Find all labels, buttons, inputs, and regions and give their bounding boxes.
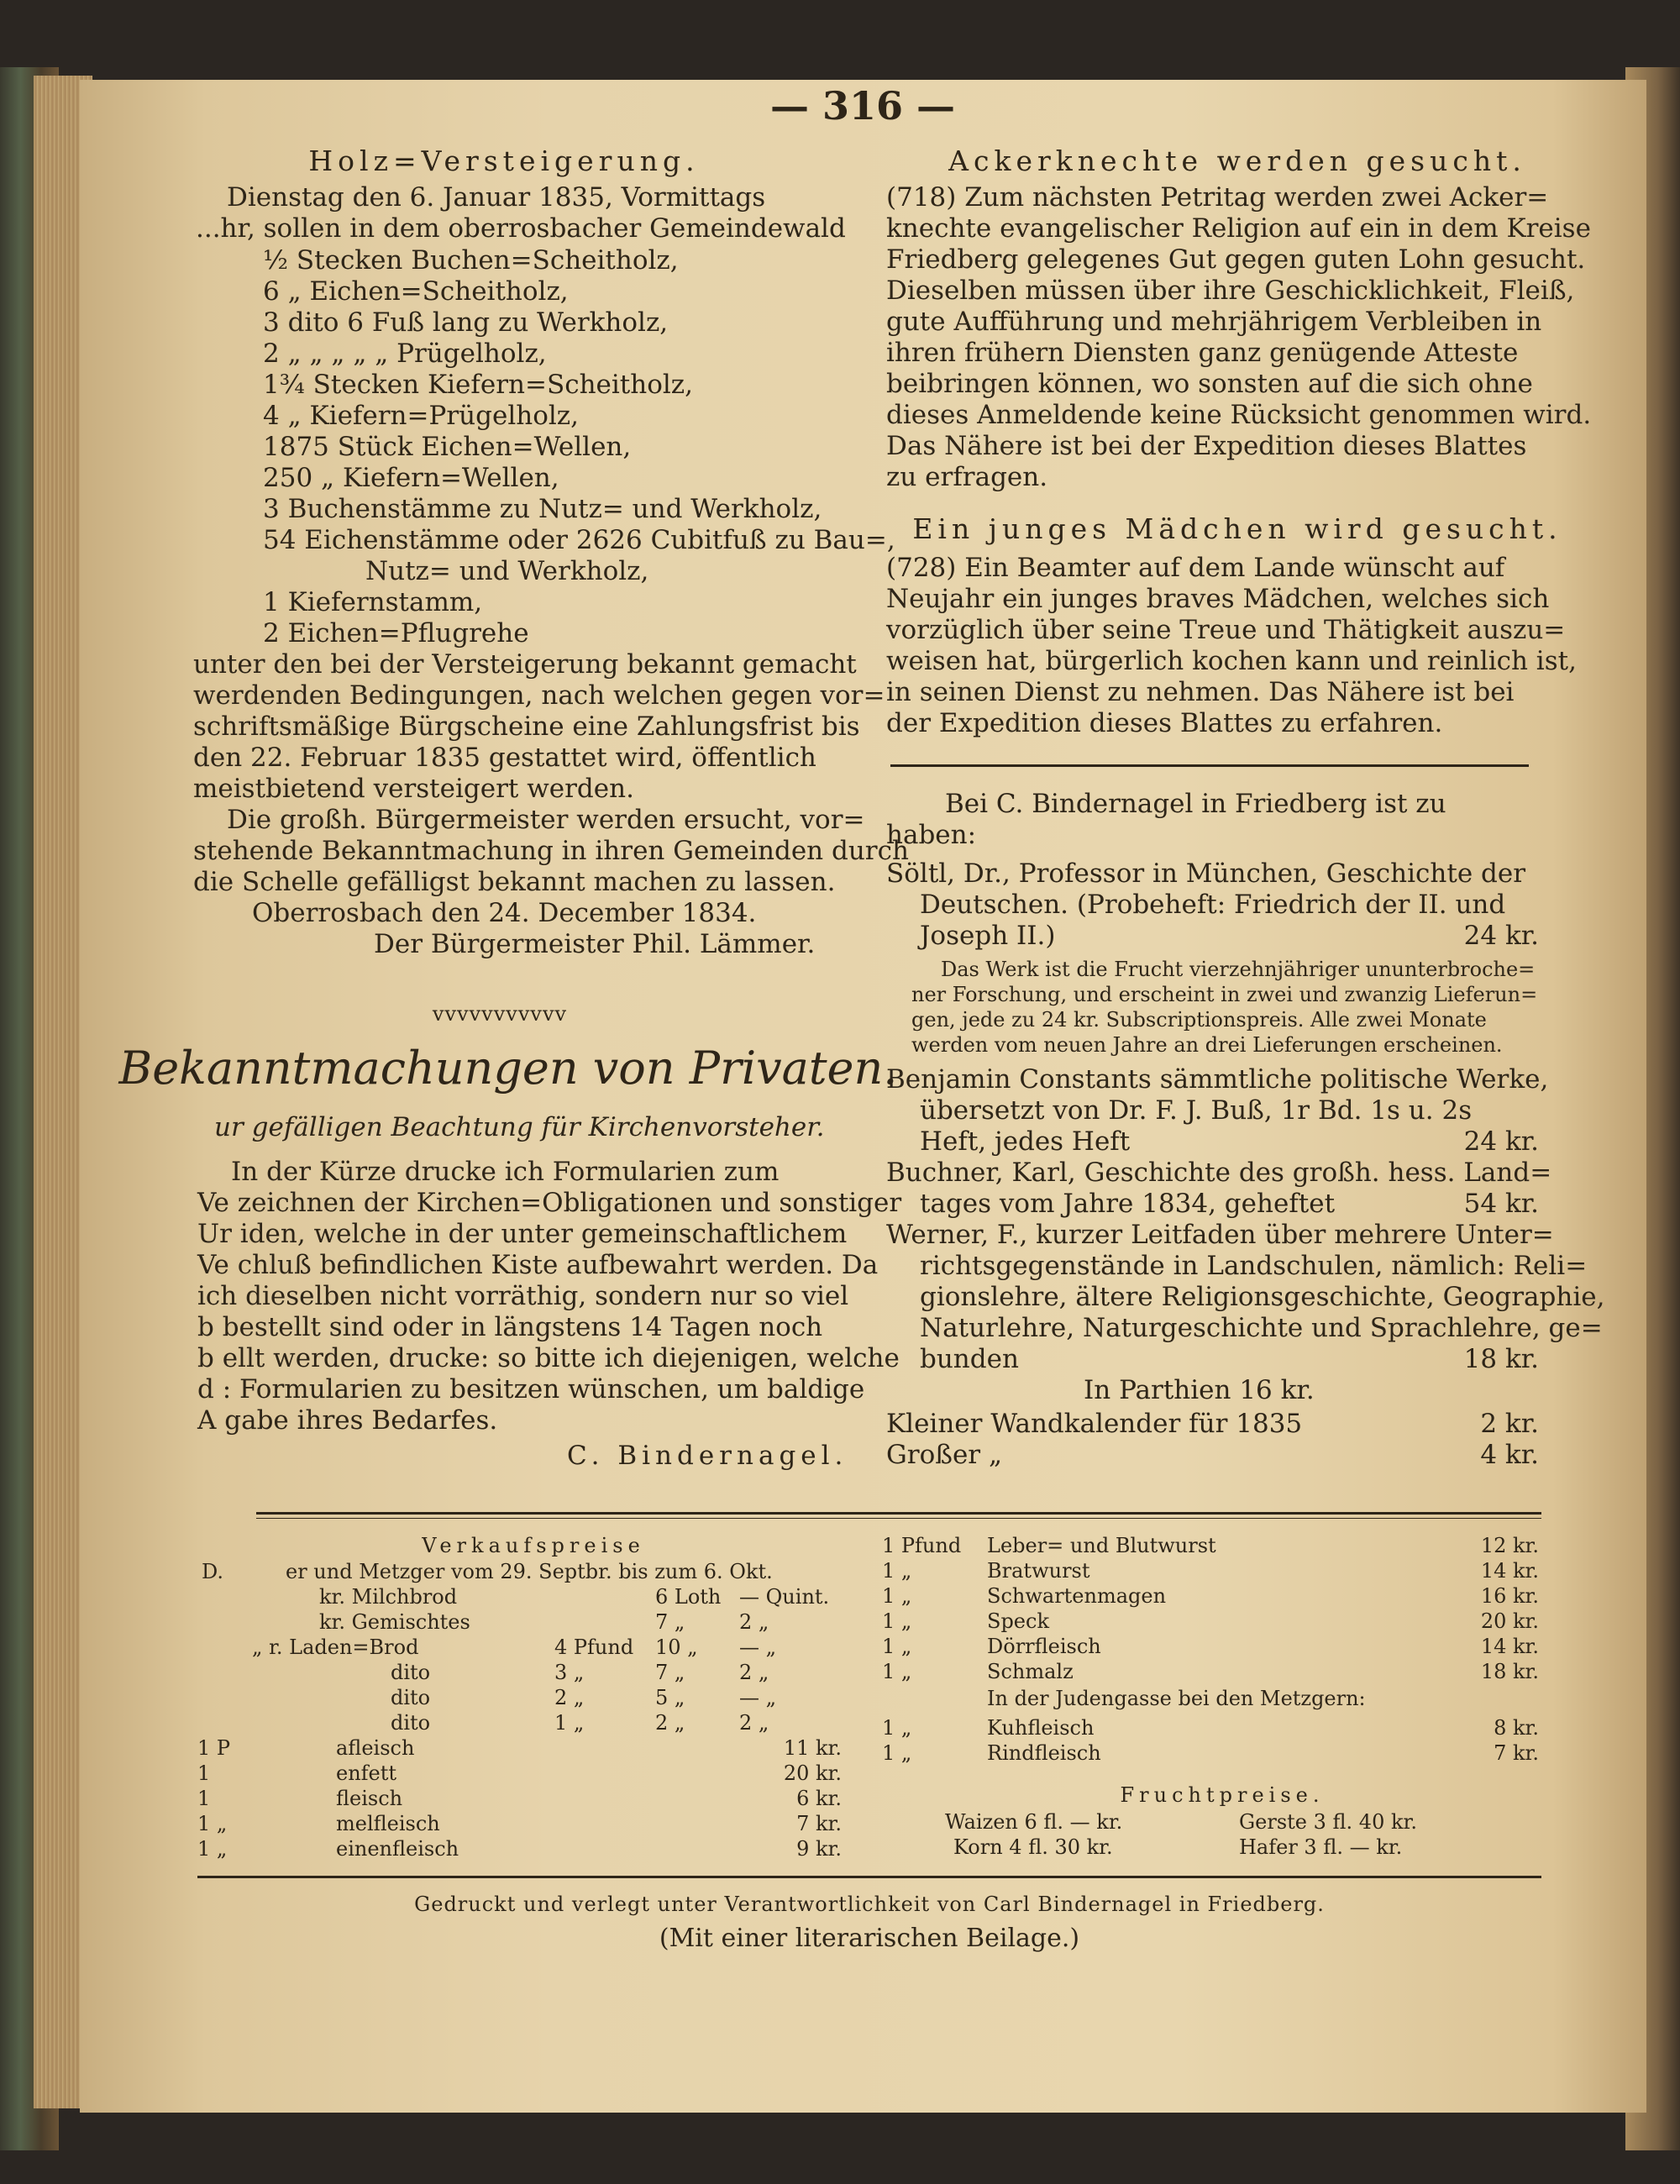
wurst-price: 20 kr. <box>1480 1609 1539 1633</box>
holz-item: 4 „ Kiefern=Prügelholz, <box>263 401 579 431</box>
book-werner-price: 18 kr. <box>1463 1344 1539 1374</box>
book-soltl-note: gen, jede zu 24 kr. Subscriptionspreis. Alle zwei Monate <box>911 1008 1487 1032</box>
bread-a: 2 „ <box>554 1686 585 1709</box>
book-constant: übersetzt von Dr. F. J. Buß, 1r Bd. 1s u. 2s <box>920 1095 1473 1126</box>
book-soltl-note: ner Forschung, und erscheint in zwei und zwanzig Lieferun= <box>911 983 1538 1006</box>
book-soltl-note: werden vom neuen Jahre an drei Lieferungen erscheinen. <box>911 1033 1503 1057</box>
book-werner: gionslehre, ältere Religionsgeschichte, Geographie, <box>920 1282 1605 1312</box>
maedchen-line: vorzüglich über seine Treue und Thätigkeit auszu= <box>886 615 1566 645</box>
holz-heading: Holz=Versteigerung. <box>308 144 700 177</box>
wurst-price: 14 kr. <box>1480 1635 1539 1658</box>
holz-place-date: Oberrosbach den 24. December 1834. <box>252 898 757 928</box>
table-rule-top <box>256 1512 1541 1515</box>
wurst-item: Dörrfleisch <box>987 1635 1101 1658</box>
book-constant-price: 24 kr. <box>1463 1126 1539 1157</box>
ackerknechte-line: dieses Anmeldende keine Rücksicht genommen wird. <box>886 400 1592 430</box>
bread-b: 5 „ <box>655 1686 685 1709</box>
holz-intro-1: Dienstag den 6. Januar 1835, Vormittags <box>227 182 766 213</box>
holz-item: ½ Stecken Buchen=Scheitholz, <box>263 245 679 276</box>
meat-qty: 1 P <box>197 1736 231 1760</box>
holz-item: 1875 Stück Eichen=Wellen, <box>263 432 632 462</box>
holz-body: werdenden Bedingungen, nach welchen gegen vor= <box>193 680 885 711</box>
holz-item: 2 Eichen=Pflugrehe <box>263 618 529 648</box>
ornament-divider: vvvvvvvvvvv <box>432 1002 568 1026</box>
book-buchner: tages vom Jahre 1834, geheftet <box>920 1189 1336 1219</box>
table-rule-bottom <box>197 1876 1541 1878</box>
wurst-price: 12 kr. <box>1480 1534 1539 1557</box>
maedchen-line: Neujahr ein junges braves Mädchen, welches sich <box>886 584 1550 614</box>
book-soltl: Söltl, Dr., Professor in München, Geschichte der <box>886 858 1526 889</box>
jude-qty: 1 „ <box>882 1741 912 1765</box>
book-soltl: Deutschen. (Probeheft: Friedrich der II. und <box>920 890 1506 920</box>
meat-price: 11 kr. <box>783 1736 842 1760</box>
holz-body: den 22. Februar 1835 gestattet wird, öffentlich <box>193 743 816 773</box>
wurst-qty: 1 „ <box>882 1609 912 1633</box>
bread-item: kr. Milchbrod <box>319 1585 458 1609</box>
wurst-qty: 1 „ <box>882 1635 912 1658</box>
frucht-title: Fruchtpreise. <box>1120 1783 1325 1807</box>
meat-price: 20 kr. <box>783 1761 842 1785</box>
maedchen-heading: Ein junges Mädchen wird gesucht. <box>912 512 1562 545</box>
privat-body: b bestellt sind oder in längstens 14 Tagen noch <box>197 1312 823 1342</box>
book-werner: richtsgegenstände in Landschulen, nämlich: Reli= <box>920 1251 1588 1281</box>
table-rule-top-thin <box>256 1518 1541 1519</box>
kalender-small-price: 2 kr. <box>1480 1409 1539 1439</box>
wurst-qty: 1 Pfund <box>882 1534 962 1557</box>
bread-item: kr. Gemischtes <box>319 1610 470 1634</box>
book-constant: Benjamin Constants sämmtliche politische Werke, <box>886 1064 1549 1095</box>
privat-heading: Bekanntmachungen von Privaten. <box>118 1042 898 1095</box>
ackerknechte-line: Dieselben müssen über ihre Geschicklichkeit, Fleiß, <box>886 276 1575 306</box>
holz-item: 250 „ Kiefern=Wellen, <box>263 463 559 493</box>
frucht-waizen: Waizen 6 fl. — kr. <box>945 1810 1123 1834</box>
privat-body: Ur iden, welche in der unter gemeinschaftlichem <box>197 1219 848 1249</box>
wurst-item: Speck <box>987 1609 1049 1633</box>
privat-signature: C. Bindernagel. <box>567 1441 848 1471</box>
meat-item: afleisch <box>336 1736 415 1760</box>
holz-body: schriftsmäßige Bürgscheine eine Zahlungsfrist bis <box>193 711 860 742</box>
holz-item: 1 Kiefernstamm, <box>263 587 483 617</box>
imprint: Gedruckt und verlegt unter Verantwortlichkeit von Carl Bindernagel in Friedberg. <box>414 1893 1325 1916</box>
bread-c: — „ <box>739 1686 777 1709</box>
meat-price: 9 kr. <box>796 1837 842 1861</box>
wurst-qty: 1 „ <box>882 1559 912 1583</box>
beilage-note: (Mit einer literarischen Beilage.) <box>659 1924 1080 1953</box>
bread-a: 4 Pfund <box>554 1635 634 1659</box>
ackerknechte-line: Das Nähere ist bei der Expedition dieses Blattes <box>886 431 1527 461</box>
books-intro: Bei C. Bindernagel in Friedberg ist zu <box>945 789 1446 819</box>
ackerknechte-line: knechte evangelischer Religion auf ein in dem Kreise <box>886 213 1591 244</box>
wurst-item: Schwartenmagen <box>987 1584 1167 1608</box>
holz-intro-2: ...hr, sollen in dem oberrosbacher Gemeindewald <box>196 213 846 244</box>
maedchen-line: weisen hat, bürgerlich kochen kann und reinlich ist, <box>886 646 1577 676</box>
holz-signature: Der Bürgermeister Phil. Lämmer. <box>374 929 816 959</box>
meat-item: fleisch <box>336 1787 403 1810</box>
bread-item: dito <box>391 1686 431 1709</box>
prices-subtitle: er und Metzger vom 29. Septbr. bis zum 6. Okt. <box>286 1560 773 1583</box>
book-buchner-price: 54 kr. <box>1463 1189 1539 1219</box>
ackerknechte-line: Friedberg gelegenes Gut gegen guten Lohn gesucht. <box>886 244 1586 275</box>
bread-item: dito <box>391 1661 431 1684</box>
jude-item: Kuhfleisch <box>987 1716 1095 1740</box>
wurst-price: 16 kr. <box>1480 1584 1539 1608</box>
frucht-hafer: Hafer 3 fl. — kr. <box>1239 1835 1403 1859</box>
privat-body: ich dieselben nicht vorräthig, sondern nur so viel <box>197 1281 849 1311</box>
holz-body: meistbietend versteigert werden. <box>193 774 634 804</box>
jude-qty: 1 „ <box>882 1716 912 1740</box>
meat-qty: 1 <box>197 1787 211 1810</box>
meat-item: melfleisch <box>336 1812 440 1835</box>
privat-body: d : Formularien zu besitzen wünschen, um baldige <box>197 1374 865 1404</box>
bread-item: „ r. Laden=Brod <box>252 1635 419 1659</box>
bread-c: — Quint. <box>739 1585 830 1609</box>
wurst-item: Leber= und Blutwurst <box>987 1534 1216 1557</box>
holz-body: stehende Bekanntmachung in ihren Gemeinden durch <box>193 836 909 866</box>
ackerknechte-line: zu erfragen. <box>886 462 1048 492</box>
holz-body: Die großh. Bürgermeister werden ersucht, vor= <box>227 805 865 835</box>
holz-item: 54 Eichenstämme oder 2626 Cubitfuß zu Bau=, <box>263 525 895 555</box>
newspaper-page <box>80 80 1646 2113</box>
ackerknechte-line: gute Aufführung und mehrjährigem Verbleiben in <box>886 307 1542 337</box>
book-constant: Heft, jedes Heft <box>920 1126 1131 1157</box>
book-werner: Naturlehre, Naturgeschichte und Sprachlehre, ge= <box>920 1313 1603 1343</box>
bread-item: dito <box>391 1711 431 1735</box>
privat-body: b ellt werden, drucke: so bitte ich diejenigen, welche <box>197 1343 900 1373</box>
bread-b: 7 „ <box>655 1610 685 1634</box>
wurst-item: Schmalz <box>987 1660 1074 1683</box>
kalender-large-price: 4 kr. <box>1480 1440 1539 1470</box>
privat-subheading: ur gefälligen Beachtung für Kirchenvorsteher. <box>214 1112 825 1142</box>
bread-c: 2 „ <box>739 1711 769 1735</box>
judengasse-label: In der Judengasse bei den Metzgern: <box>987 1687 1366 1710</box>
maedchen-line: (728) Ein Beamter auf dem Lande wünscht auf <box>886 553 1505 583</box>
book-soltl-note: Das Werk ist die Frucht vierzehnjähriger ununterbroche= <box>941 958 1536 981</box>
meat-qty: 1 „ <box>197 1837 228 1861</box>
jude-item: Rindfleisch <box>987 1741 1101 1765</box>
maedchen-line: der Expedition dieses Blattes zu erfahren. <box>886 708 1443 738</box>
bread-c: — „ <box>739 1635 777 1659</box>
jude-price: 8 kr. <box>1494 1716 1539 1740</box>
privat-body: Ve chluß befindlichen Kiste aufbewahrt werden. Da <box>197 1250 879 1280</box>
privat-body: Ve zeichnen der Kirchen=Obligationen und sonstiger <box>197 1188 902 1218</box>
book-soltl: Joseph II.) <box>920 921 1056 951</box>
ackerknechte-line: beibringen können, wo sonsten auf die sich ohne <box>886 369 1533 399</box>
meat-item: einenfleisch <box>336 1837 459 1861</box>
holz-item: 3 Buchenstämme zu Nutz= und Werkholz, <box>263 494 822 524</box>
privat-body: A gabe ihres Bedarfes. <box>197 1405 498 1436</box>
kalender-large: Großer „ <box>886 1440 1003 1470</box>
frucht-korn: Korn 4 fl. 30 kr. <box>953 1835 1113 1859</box>
meat-price: 7 kr. <box>796 1812 842 1835</box>
book-partien: In Parthien 16 kr. <box>1084 1375 1315 1405</box>
meat-qty: 1 „ <box>197 1812 228 1835</box>
wurst-item: Bratwurst <box>987 1559 1090 1583</box>
wurst-qty: 1 „ <box>882 1584 912 1608</box>
holz-item: 6 „ Eichen=Scheitholz, <box>263 276 569 307</box>
bread-b: 2 „ <box>655 1711 685 1735</box>
privat-body: In der Kürze drucke ich Formularien zum <box>231 1157 780 1187</box>
maedchen-line: in seinen Dienst zu nehmen. Das Nähere ist bei <box>886 677 1515 707</box>
meat-qty: 1 <box>197 1761 211 1785</box>
holz-item: Nutz= und Werkholz, <box>365 556 649 586</box>
holz-body: unter den bei der Versteigerung bekannt gemacht <box>193 649 857 680</box>
bread-b: 7 „ <box>655 1661 685 1684</box>
kalender-small: Kleiner Wandkalender für 1835 <box>886 1409 1303 1439</box>
prices-title: Verkaufspreise <box>422 1534 645 1557</box>
holz-item: 3 dito 6 Fuß lang zu Werkholz, <box>263 307 669 338</box>
wurst-qty: 1 „ <box>882 1660 912 1683</box>
bread-c: 2 „ <box>739 1661 769 1684</box>
wurst-price: 18 kr. <box>1480 1660 1539 1683</box>
bread-b: 6 Loth <box>655 1585 722 1609</box>
prices-marker: D. <box>202 1560 224 1583</box>
ackerknechte-heading: Ackerknechte werden gesucht. <box>948 144 1526 177</box>
holz-body: die Schelle gefälligst bekannt machen zu lassen. <box>193 867 836 897</box>
bread-a: 1 „ <box>554 1711 585 1735</box>
wurst-price: 14 kr. <box>1480 1559 1539 1583</box>
ackerknechte-line: ihren frühern Diensten ganz genügende Atteste <box>886 338 1519 368</box>
book-werner: bunden <box>920 1344 1019 1374</box>
bread-a: 3 „ <box>554 1661 585 1684</box>
page-number: — 316 — <box>769 83 956 129</box>
books-intro: haben: <box>886 820 977 850</box>
book-buchner: Buchner, Karl, Geschichte des großh. hess. Land= <box>886 1158 1552 1188</box>
holz-item: 1¾ Stecken Kiefern=Scheitholz, <box>263 370 693 400</box>
meat-item: enfett <box>336 1761 397 1785</box>
frucht-gerste: Gerste 3 fl. 40 kr. <box>1239 1810 1417 1834</box>
book-werner: Werner, F., kurzer Leitfaden über mehrere Unter= <box>886 1220 1554 1250</box>
holz-item: 2 „ „ „ „ „ Prügelholz, <box>263 339 547 369</box>
section-rule <box>890 764 1529 767</box>
book-soltl-price: 24 kr. <box>1463 921 1539 951</box>
bread-b: 10 „ <box>655 1635 698 1659</box>
bread-c: 2 „ <box>739 1610 769 1634</box>
ackerknechte-line: (718) Zum nächsten Petritag werden zwei Acker= <box>886 182 1549 213</box>
meat-price: 6 kr. <box>796 1787 842 1810</box>
jude-price: 7 kr. <box>1494 1741 1539 1765</box>
